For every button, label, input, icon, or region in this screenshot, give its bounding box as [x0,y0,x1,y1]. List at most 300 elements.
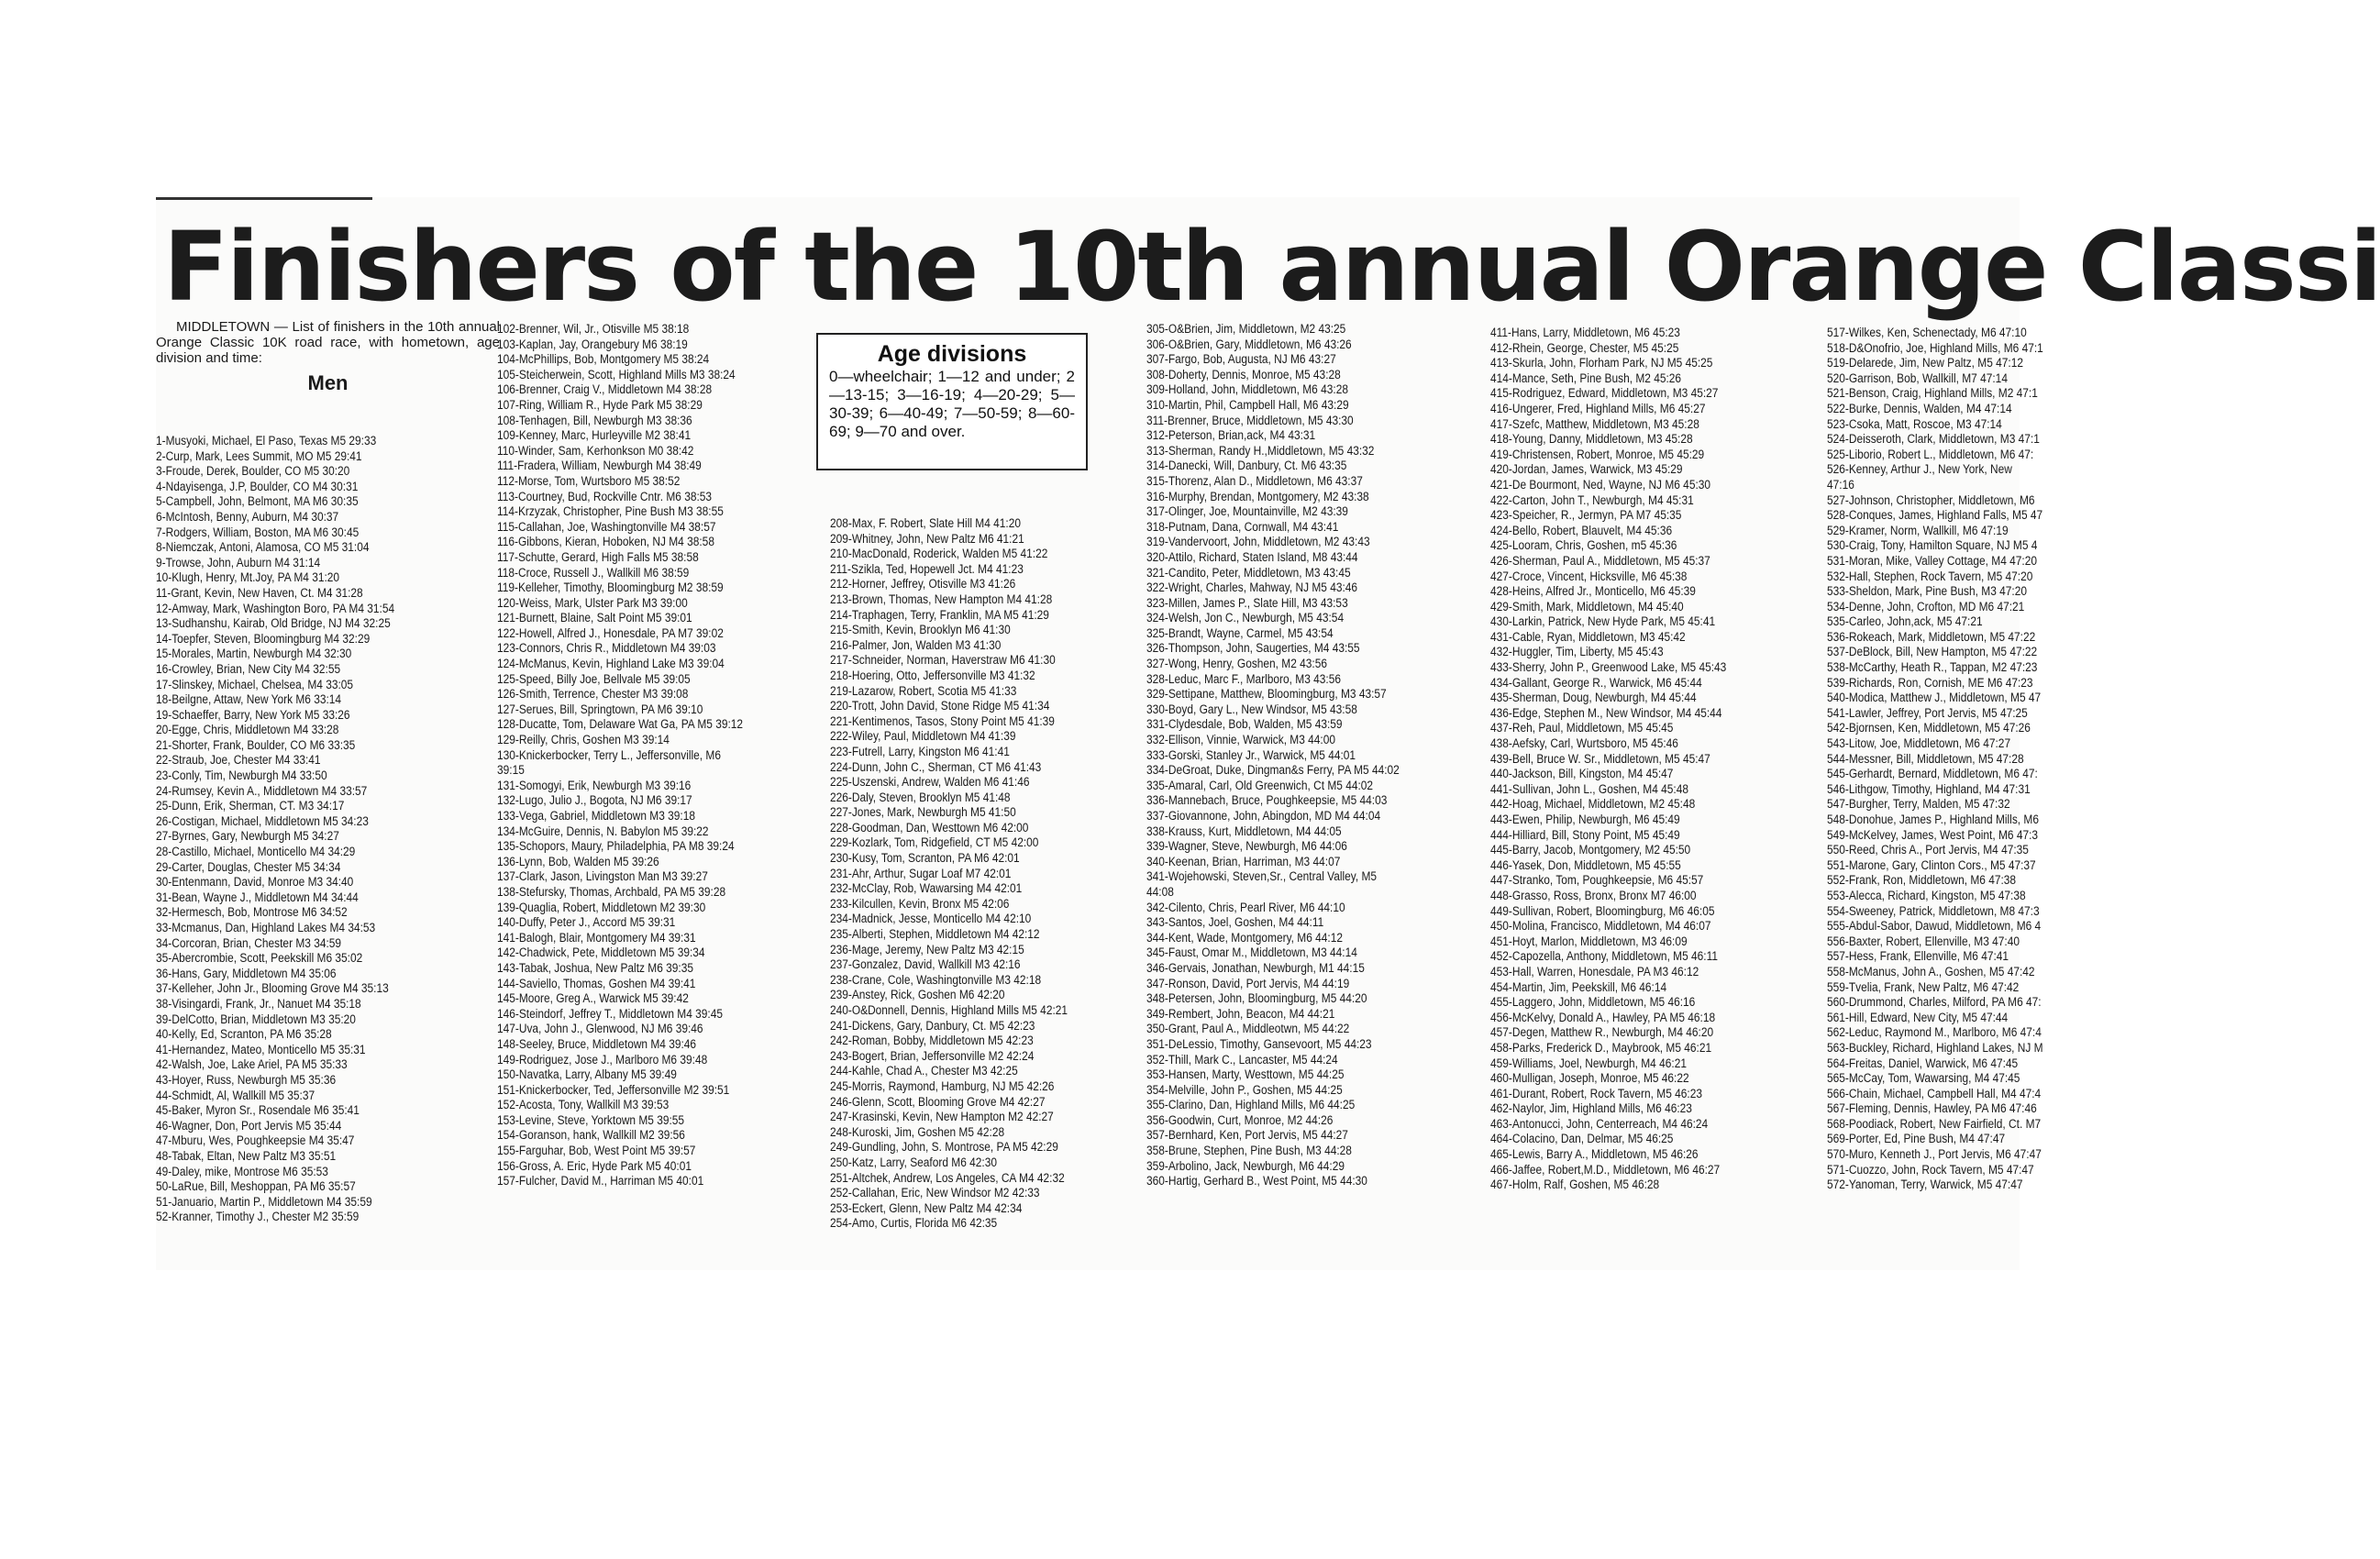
finisher-line: 110-Winder, Sam, Kerhonkson M0 38:42 [497,443,694,459]
finisher-line: 544-Messner, Bill, Middletown, M5 47:28 [1827,751,2024,767]
finisher-line: 6-McIntosh, Benny, Auburn, M4 30:37 [156,509,339,525]
finisher-line: 14-Toepfer, Steven, Bloomingburg M4 32:29 [156,631,371,647]
finisher-line: 124-McManus, Kevin, Highland Lake M3 39:04 [497,657,725,672]
results-column-3 [830,516,1068,1232]
finisher-line: 47:16 [1827,477,1854,492]
finisher-line: 250-Katz, Larry, Seaford M6 42:30 [830,1155,997,1170]
finisher-line: 351-DeLessio, Timothy, Gansevoort, M5 44:23 [1146,1036,1372,1052]
finisher-line: 423-Speicher, R., Jermyn, PA M7 45:35 [1490,508,1682,524]
finisher-line: 348-Petersen, John, Bloomingburg, M5 44:20 [1146,991,1367,1007]
finisher-line: 418-Young, Danny, Middletown, M3 45:28 [1490,432,1693,448]
finisher-line: 216-Palmer, Jon, Walden M3 41:30 [830,637,1002,653]
finisher-line: 564-Freitas, Daniel, Warwick, M6 47:45 [1827,1056,2019,1071]
finisher-line: 425-Looram, Chris, Goshen, m5 45:36 [1490,538,1677,554]
finisher-line: 345-Faust, Omar M., Middletown, M3 44:14 [1146,945,1357,961]
finisher-line: 131-Somogyi, Erik, Newburgh M3 39:16 [497,778,692,793]
finisher-line: 437-Reh, Paul, Middletown, M5 45:45 [1490,721,1674,736]
finisher-line: 443-Ewen, Philip, Newburgh, M6 45:49 [1490,813,1680,827]
finisher-line: 569-Porter, Ed, Pine Bush, M4 47:47 [1827,1132,2006,1147]
finisher-line: 460-Mulligan, Joseph, Monroe, M5 46:22 [1490,1071,1689,1087]
finisher-line: 538-McCarthy, Heath R., Tappan, M2 47:23 [1827,660,2038,676]
finisher-line: 113-Courtney, Bud, Rockville Cntr. M6 38:53 [497,489,713,504]
finisher-line: 552-Frank, Ron, Middletown, M6 47:38 [1827,873,2017,889]
finisher-line: 245-Morris, Raymond, Hamburg, NJ M5 42:26 [830,1078,1055,1094]
finisher-line: 547-Burgher, Terry, Malden, M5 47:32 [1827,797,2010,813]
finisher-line: 565-McCay, Tom, Wawarsing, M4 47:45 [1827,1071,2020,1087]
finisher-line: 529-Kramer, Norm, Wallkill, M6 47:19 [1827,523,2009,538]
finisher-line: 307-Fargo, Bob, Augusta, NJ M6 43:27 [1146,352,1336,368]
finisher-line: 46-Wagner, Don, Port Jervis M5 35:44 [156,1118,342,1133]
finisher-line: 111-Fradera, William, Newburgh M4 38:49 [497,459,702,474]
finisher-line: 228-Goodman, Dan, Westtown M6 42:00 [830,820,1029,835]
finisher-line: 117-Schutte, Gerard, High Falls M5 38:58 [497,549,699,565]
finisher-line: 358-Brune, Stephen, Pine Bush, M3 44:28 [1146,1144,1352,1159]
finisher-line: 331-Clydesdale, Bob, Walden, M5 43:59 [1146,717,1343,733]
finisher-line: 342-Cilento, Chris, Pearl River, M6 44:10 [1146,900,1345,915]
finisher-line: 315-Thorenz, Alan D., Middletown, M6 43:37 [1146,473,1363,489]
finisher-line: 350-Grant, Paul A., Middleotwn, M5 44:22 [1146,1022,1350,1037]
finisher-line: 252-Callahan, Eric, New Windsor M2 42:33 [830,1186,1040,1201]
finisher-line: 535-Carleo, John,ack, M5 47:21 [1827,614,1983,630]
finisher-line: 337-Giovannone, John, Abingdon, MD M4 44:04 [1146,809,1381,824]
finisher-line: 451-Hoyt, Marlon, Middletown, M3 46:09 [1490,934,1688,949]
finisher-line: 427-Croce, Vincent, Hicksville, M6 45:38 [1490,569,1688,584]
finisher-line: 152-Acosta, Tony, Wallkill M3 39:53 [497,1098,670,1113]
finisher-line: 211-Szikla, Ted, Hopewell Jct. M4 41:23 [830,561,1024,577]
finisher-line: 44:08 [1146,884,1174,900]
finisher-line: 137-Clark, Jason, Livingston Man M3 39:27 [497,869,708,885]
finisher-line: 536-Rokeach, Mark, Middletown, M5 47:22 [1827,629,2036,645]
finisher-line: 15-Morales, Martin, Newburgh M4 32:30 [156,647,352,662]
finisher-line: 540-Modica, Matthew J., Middletown, M5 47 [1827,691,2042,706]
finisher-line: 5-Campbell, John, Belmont, MA M6 30:35 [156,494,359,510]
finisher-line: 426-Sherman, Paul A., Middletown, M5 45:37 [1490,553,1710,569]
finisher-line: 12-Amway, Mark, Washington Boro, PA M4 31:54 [156,601,395,616]
finisher-line: 27-Byrnes, Gary, Newburgh M5 34:27 [156,829,339,845]
finisher-line: 234-Madnick, Jesse, Monticello M4 42:10 [830,912,1032,927]
finisher-line: 553-Alecca, Richard, Kingston, M5 47:38 [1827,888,2026,903]
finisher-line: 305-O&Brien, Jim, Middletown, M2 43:25 [1146,322,1346,337]
finisher-line: 455-Laggero, John, Middletown, M5 46:16 [1490,995,1696,1011]
finisher-line: 243-Bogert, Brian, Jeffersonville M2 42:24 [830,1048,1035,1064]
finisher-line: 539-Richards, Ron, Cornish, ME M6 47:23 [1827,675,2033,691]
finisher-line: 221-Kentimenos, Tasos, Stony Point M5 41:39 [830,713,1055,729]
finisher-line: 428-Heins, Alfred Jr., Monticello, M6 45:39 [1490,584,1696,600]
finisher-line: 247-Krasinski, Kevin, New Hampton M2 42:27 [830,1110,1054,1125]
finisher-line: 48-Tabak, Eltan, New Paltz M3 35:51 [156,1148,337,1164]
finisher-line: 441-Sullivan, John L., Goshen, M4 45:48 [1490,781,1688,797]
finisher-line: 559-Tvelia, Frank, New Paltz, M6 47:42 [1827,979,2020,995]
finisher-line: 447-Stranko, Tom, Poughkeepsie, M6 45:57 [1490,873,1704,889]
finisher-line: 448-Grasso, Ross, Bronx, Bronx M7 46:00 [1490,888,1697,903]
finisher-line: 431-Cable, Ryan, Middletown, M3 45:42 [1490,629,1686,645]
results-column-1 [156,434,394,1225]
finisher-line: 566-Chain, Michael, Campbell Hall, M4 47:4 [1827,1086,2042,1101]
finisher-line: 323-Millen, James P., Slate Hill, M3 43:53 [1146,595,1348,611]
finisher-line: 457-Degen, Matthew R., Newburgh, M4 46:20 [1490,1025,1714,1041]
finisher-line: 341-Wojehowski, Steven,Sr., Central Valley, M5 [1146,869,1378,885]
finisher-line: 128-Ducatte, Tom, Delaware Wat Ga, PA M5 39:12 [497,717,744,733]
finisher-line: 215-Smith, Kevin, Brooklyn M6 41:30 [830,623,1011,638]
finisher-line: 316-Murphy, Brendan, Montgomery, M2 43:38 [1146,489,1369,504]
finisher-line: 413-Skurla, John, Florham Park, NJ M5 45:25 [1490,356,1713,371]
finisher-line: 246-Glenn, Scott, Blooming Grove M4 42:27 [830,1094,1046,1110]
finisher-line: 19-Schaeffer, Barry, New York M5 33:26 [156,707,350,723]
finisher-line: 549-McKelvey, James, West Point, M6 47:3 [1827,827,2039,843]
finisher-line: 123-Connors, Chris R., Middletown M4 39:03 [497,641,716,657]
finisher-line: 412-Rhein, George, Chester, M5 45:25 [1490,340,1679,356]
finisher-line: 556-Baxter, Robert, Ellenville, M3 47:40 [1827,934,2020,949]
finisher-line: 104-McPhillips, Bob, Montgomery M5 38:24 [497,352,710,368]
finisher-line: 244-Kahle, Chad A., Chester M3 42:25 [830,1064,1018,1079]
finisher-line: 438-Aefsky, Carl, Wurtsboro, M5 45:46 [1490,736,1678,752]
finisher-line: 548-Donohue, James P., Highland Mills, M6 [1827,813,2039,827]
finisher-line: 349-Rembert, John, Beacon, M4 44:21 [1146,1006,1335,1022]
finisher-line: 222-Wiley, Paul, Middletown M4 41:39 [830,729,1016,745]
finisher-line: 119-Kelleher, Timothy, Bloomingburg M2 38:59 [497,580,724,596]
finisher-line: 335-Amaral, Carl, Old Greenwich, Ct M5 44:02 [1146,778,1374,793]
finisher-line: 534-Denne, John, Crofton, MD M6 47:21 [1827,599,2025,614]
finisher-line: 3-Froude, Derek, Boulder, CO M5 30:20 [156,464,350,480]
finisher-line: 10-Klugh, Henry, Mt.Joy, PA M4 31:20 [156,570,340,586]
finisher-line: 230-Kusy, Tom, Scranton, PA M6 42:01 [830,851,1020,867]
finisher-line: 340-Keenan, Brian, Harriman, M3 44:07 [1146,854,1341,869]
finisher-line: 248-Kuroski, Jim, Goshen M5 42:28 [830,1124,1005,1140]
finisher-line: 45-Baker, Myron Sr., Rosendale M6 35:41 [156,1103,360,1119]
finisher-line: 237-Gonzalez, David, Wallkill M3 42:16 [830,957,1021,973]
finisher-line: 542-Bjornsen, Ken, Middletown, M5 47:26 [1827,721,2031,736]
finisher-line: 352-Thill, Mark C., Lancaster, M5 44:24 [1146,1052,1338,1067]
finisher-line: 442-Hoag, Michael, Middletown, M2 45:48 [1490,797,1696,813]
finisher-line: 50-LaRue, Bill, Meshoppan, PA M6 35:57 [156,1179,356,1195]
finisher-line: 39:15 [497,763,525,779]
finisher-line: 322-Wright, Charles, Mahway, NJ M5 43:46 [1146,580,1358,596]
finisher-line: 115-Callahan, Joe, Washingtonville M4 38:57 [497,519,716,535]
finisher-line: 419-Christensen, Robert, Monroe, M5 45:29 [1490,447,1705,462]
finisher-line: 452-Capozella, Anthony, Middletown, M5 46:11 [1490,949,1718,965]
finisher-line: 144-Saviello, Thomas, Goshen M4 39:41 [497,976,696,991]
finisher-line: 333-Gorski, Stanley Jr., Warwick, M5 44:01 [1146,747,1356,763]
finisher-line: 523-Csoka, Matt, Roscoe, M3 47:14 [1827,416,2002,432]
finisher-line: 28-Castillo, Michael, Monticello M4 34:29 [156,845,356,860]
finisher-line: 235-Alberti, Stephen, Middletown M4 42:12 [830,927,1040,943]
finisher-line: 156-Gross, A. Eric, Hyde Park M5 40:01 [497,1158,692,1174]
finisher-line: 459-Williams, Joel, Newburgh, M4 46:21 [1490,1056,1687,1071]
finisher-line: 517-Wilkes, Ken, Schenectady, M6 47:10 [1827,326,2027,340]
finisher-line: 563-Buckley, Richard, Highland Lakes, NJ M [1827,1040,2043,1056]
finisher-line: 355-Clarino, Dan, Highland Mills, M6 44:25 [1146,1098,1356,1113]
finisher-line: 520-Garrison, Bob, Wallkill, M7 47:14 [1827,370,2008,386]
finisher-line: 147-Uva, John J., Glenwood, NJ M6 39:46 [497,1022,703,1037]
finisher-line: 236-Mage, Jeremy, New Paltz M3 42:15 [830,942,1024,957]
finisher-line: 118-Croce, Russell J., Wallkill M6 38:59 [497,565,690,580]
finisher-line: 347-Ronson, David, Port Jervis, M4 44:19 [1146,976,1350,991]
finisher-line: 519-Delarede, Jim, New Paltz, M5 47:12 [1827,356,2023,371]
finisher-line: 249-Gundling, John, S. Montrose, PA M5 42:29 [830,1140,1058,1155]
finisher-line: 561-Hill, Edward, New City, M5 47:44 [1827,1010,2009,1025]
finisher-line: 567-Fleming, Dennis, Hawley, PA M6 47:46 [1827,1101,2037,1117]
finisher-line: 231-Ahr, Arthur, Sugar Loaf M7 42:01 [830,866,1012,881]
age-divisions-title: Age divisions [877,341,1027,367]
finisher-line: 139-Quaglia, Robert, Middletown M2 39:30 [497,900,706,915]
finisher-line: 330-Boyd, Gary L., New Windsor, M5 43:58 [1146,702,1357,717]
finisher-line: 545-Gerhardt, Bernard, Middletown, M6 47: [1827,767,2038,782]
finisher-line: 446-Yasek, Don, Middletown, M5 45:55 [1490,857,1681,873]
finisher-line: 37-Kelleher, John Jr., Blooming Grove M4 35:13 [156,981,389,997]
finisher-line: 458-Parks, Frederick D., Maybrook, M5 46:21 [1490,1040,1712,1056]
finisher-line: 537-DeBlock, Bill, New Hampton, M5 47:22 [1827,645,2038,660]
finisher-line: 449-Sullivan, Robert, Bloomingburg, M6 46:05 [1490,903,1715,919]
finisher-line: 155-Farguhar, Bob, West Point M5 39:57 [497,1144,696,1159]
finisher-line: 359-Arbolino, Jack, Newburgh, M6 44:29 [1146,1158,1345,1174]
finisher-line: 433-Sherry, John P., Greenwood Lake, M5 45:43 [1490,660,1727,676]
finisher-line: 320-Attilo, Richard, Staten Island, M8 43:44 [1146,549,1358,565]
finisher-line: 417-Szefc, Matthew, Middletown, M3 45:28 [1490,416,1699,432]
results-column-4 [1146,322,1400,1189]
finisher-line: 42-Walsh, Joe, Lake Ariel, PA M5 35:33 [156,1057,348,1073]
finisher-line: 218-Hoering, Otto, Jeffersonville M3 41:32 [830,668,1035,683]
finisher-line: 528-Conques, James, Highland Falls, M5 47 [1827,508,2043,524]
finisher-line: 310-Martin, Phil, Campbell Hall, M6 43:29 [1146,397,1349,413]
finisher-line: 47-Mburu, Wes, Poughkeepsie M4 35:47 [156,1133,355,1149]
finisher-line: 319-Vandervoort, John, Middletown, M2 43:43 [1146,535,1370,550]
finisher-line: 532-Hall, Stephen, Rock Tavern, M5 47:20 [1827,569,2033,584]
finisher-line: 34-Corcoran, Brian, Chester M3 34:59 [156,935,342,951]
finisher-line: 143-Tabak, Joshua, New Paltz M6 39:35 [497,960,693,976]
finisher-line: 318-Putnam, Dana, Cornwall, M4 43:41 [1146,519,1339,535]
finisher-line: 572-Yanoman, Terry, Warwick, M5 47:47 [1827,1178,2023,1193]
finisher-line: 20-Egge, Chris, Middletown M4 33:28 [156,723,339,738]
finisher-line: 551-Marone, Gary, Clinton Cors., M5 47:37 [1827,857,2036,873]
finisher-line: 357-Bernhard, Ken, Port Jervis, M5 44:27 [1146,1128,1348,1144]
finisher-line: 227-Jones, Mark, Newburgh M5 41:50 [830,805,1016,821]
finisher-line: 530-Craig, Tony, Hamilton Square, NJ M5 4 [1827,538,2038,554]
finisher-line: 324-Welsh, Jon C., Newburgh, M5 43:54 [1146,611,1345,626]
finisher-line: 440-Jackson, Bill, Kingston, M4 45:47 [1490,767,1674,782]
finisher-line: 527-Johnson, Christopher, Middletown, M6 [1827,492,2035,508]
finisher-line: 344-Kent, Wade, Montgomery, M6 44:12 [1146,930,1343,945]
finisher-line: 49-Daley, mike, Montrose M6 35:53 [156,1164,328,1179]
finisher-line: 52-Kranner, Timothy J., Chester M2 35:59 [156,1210,360,1225]
finisher-line: 518-D&Onofrio, Joe, Highland Mills, M6 47:1 [1827,340,2043,356]
finisher-line: 39-DelCotto, Brian, Middletown M3 35:20 [156,1012,356,1027]
finisher-line: 550-Reed, Chris A., Port Jervis, M4 47:35 [1827,843,2029,858]
top-rule [156,197,372,200]
finisher-line: 32-Hermesch, Bob, Montrose M6 34:52 [156,905,348,921]
finisher-line: 526-Kenney, Arthur J., New York, New [1827,462,2012,478]
finisher-line: 38-Visingardi, Frank, Jr., Nanuet M4 35:18 [156,996,361,1012]
finisher-line: 16-Crowley, Brian, New City M4 32:55 [156,661,341,677]
finisher-line: 224-Dunn, John C., Sherman, CT M6 41:43 [830,759,1042,775]
finisher-line: 546-Lithgow, Timothy, Highland, M4 47:31 [1827,781,2031,797]
finisher-line: 570-Muro, Kenneth J., Port Jervis, M6 47:47 [1827,1147,2042,1163]
finisher-line: 51-Januario, Martin P., Middletown M4 35:59 [156,1194,372,1210]
finisher-line: 541-Lawler, Jeffrey, Port Jervis, M5 47:25 [1827,705,2028,721]
finisher-line: 122-Howell, Alfred J., Honesdale, PA M7 39:02 [497,625,724,641]
finisher-line: 4-Ndayisenga, J.P, Boulder, CO M4 30:31 [156,479,359,494]
finisher-line: 114-Krzyzak, Christopher, Pine Bush M3 38:55 [497,504,724,520]
finisher-line: 414-Mance, Seth, Pine Bush, M2 45:26 [1490,370,1682,386]
finisher-line: 208-Max, F. Robert, Slate Hill M4 41:20 [830,516,1021,531]
finisher-line: 445-Barry, Jacob, Montgomery, M2 45:50 [1490,843,1691,858]
finisher-line: 467-Holm, Ralf, Goshen, M5 46:28 [1490,1178,1660,1193]
intro-block [156,319,500,397]
finisher-line: 1-Musyoki, Michael, El Paso, Texas M5 29:33 [156,434,377,448]
finisher-line: 415-Rodriguez, Edward, Middletown, M3 45:27 [1490,386,1719,402]
finisher-line: 151-Knickerbocker, Ted, Jeffersonville M2 39:51 [497,1082,730,1098]
finisher-line: 129-Reilly, Chris, Goshen M3 39:14 [497,733,670,748]
finisher-line: 7-Rodgers, William, Boston, MA M6 30:45 [156,525,360,540]
finisher-line: 421-De Bourmont, Ned, Wayne, NJ M6 45:30 [1490,477,1711,492]
finisher-line: 120-Weiss, Mark, Ulster Park M3 39:00 [497,595,688,611]
finisher-line: 429-Smith, Mark, Middletown, M4 45:40 [1490,599,1684,614]
finisher-line: 326-Thompson, John, Saugerties, M4 43:55 [1146,641,1360,657]
finisher-line: 109-Kenney, Marc, Hurleyville M2 38:41 [497,428,692,444]
finisher-line: 432-Huggler, Tim, Liberty, M5 45:43 [1490,645,1664,660]
finisher-line: 571-Cuozzo, John, Rock Tavern, M5 47:47 [1827,1162,2034,1178]
finisher-line: 232-McClay, Rob, Wawarsing M4 42:01 [830,881,1023,897]
finisher-line: 13-Sudhanshu, Kairab, Old Bridge, NJ M4 32:25 [156,616,391,632]
men-heading: Men [307,371,349,394]
finisher-line: 254-Amo, Curtis, Florida M6 42:35 [830,1216,998,1232]
finisher-line: 521-Benson, Craig, Highland Mills, M2 47:1 [1827,386,2038,402]
finisher-line: 461-Durant, Robert, Rock Tavern, M5 46:23 [1490,1086,1702,1101]
finisher-line: 134-McGuire, Dennis, N. Babylon M5 39:22 [497,824,709,839]
finisher-line: 212-Horner, Jeffrey, Otisville M3 41:26 [830,577,1016,592]
finisher-line: 444-Hilliard, Bill, Stony Point, M5 45:49 [1490,827,1680,843]
finisher-line: 214-Traphagen, Terry, Franklin, MA M5 41:29 [830,607,1049,623]
finisher-line: 36-Hans, Gary, Middletown M4 35:06 [156,966,337,981]
finisher-line: 343-Santos, Joel, Goshen, M4 44:11 [1146,915,1324,931]
finisher-line: 22-Straub, Joe, Chester M4 33:41 [156,753,321,768]
finisher-line: 146-Steindorf, Jeffrey T., Middletown M4 39:45 [497,1006,724,1022]
headline: Finishers of the 10th annual Orange Classi [163,211,2380,323]
finisher-line: 141-Balogh, Blair, Montgomery M4 39:31 [497,930,696,945]
finisher-line: 121-Burnett, Blaine, Salt Point M5 39:01 [497,611,692,626]
finisher-line: 25-Dunn, Erik, Sherman, CT. M3 34:17 [156,799,345,814]
finisher-line: 424-Bello, Robert, Blauvelt, M4 45:36 [1490,523,1673,538]
finisher-line: 23-Conly, Tim, Newburgh M4 33:50 [156,768,327,784]
finisher-line: 439-Bell, Bruce W. Sr., Middletown, M5 45:47 [1490,751,1710,767]
results-column-6 [1827,326,2043,1193]
finisher-line: 44-Schmidt, Al, Wallkill M5 35:37 [156,1088,315,1103]
finisher-line: 138-Stefursky, Thomas, Archbald, PA M5 39:28 [497,884,726,900]
finisher-line: 125-Speed, Billy Joe, Bellvale M5 39:05 [497,671,691,687]
finisher-line: 338-Krauss, Kurt, Middletown, M4 44:05 [1146,824,1342,839]
finisher-line: 33-Mcmanus, Dan, Highland Lakes M4 34:53 [156,921,376,935]
finisher-line: 29-Carter, Douglas, Chester M5 34:34 [156,859,341,875]
finisher-line: 213-Brown, Thomas, New Hampton M4 41:28 [830,592,1053,607]
finisher-line: 453-Hall, Warren, Honesdale, PA M3 46:12 [1490,964,1699,979]
finisher-line: 557-Hess, Frank, Ellenville, M6 47:41 [1827,949,2009,965]
finisher-line: 9-Trowse, John, Auburn M4 31:14 [156,555,321,570]
finisher-line: 308-Doherty, Dennis, Monroe, M5 43:28 [1146,367,1341,382]
finisher-line: 150-Navatka, Larry, Albany M5 39:49 [497,1067,677,1083]
finisher-line: 31-Bean, Wayne J., Middletown M4 34:44 [156,890,359,905]
finisher-line: 106-Brenner, Craig V., Middletown M4 38:28 [497,382,713,398]
finisher-line: 41-Hernandez, Mateo, Monticello M5 35:31 [156,1042,366,1057]
finisher-line: 225-Uszenski, Andrew, Walden M6 41:46 [830,775,1030,791]
intro-text: MIDDLETOWN — List of finishers in the 10th annual Orange Classic 10K road race, with hometown, age division and time: [156,319,500,366]
results-column-5 [1490,326,1726,1193]
finisher-line: 411-Hans, Larry, Middletown, M6 45:23 [1490,326,1680,340]
finisher-line: 568-Poodiack, Robert, New Fairfield, Ct. M7 [1827,1116,2042,1132]
finisher-line: 466-Jaffee, Robert,M.D., Middletown, M6 46:27 [1490,1162,1721,1178]
finisher-line: 354-Melville, John P., Goshen, M5 44:25 [1146,1082,1343,1098]
finisher-line: 102-Brenner, Wil, Jr., Otisville M5 38:18 [497,322,690,337]
finisher-line: 130-Knickerbocker, Terry L., Jeffersonville, M6 [497,747,721,763]
finisher-line: 217-Schneider, Norman, Haverstraw M6 41:30 [830,653,1056,669]
finisher-line: 416-Ungerer, Fred, Highland Mills, M6 45:27 [1490,401,1706,416]
finisher-line: 154-Goranson, hank, Wallkill M2 39:56 [497,1128,685,1144]
finisher-line: 112-Morse, Tom, Wurtsboro M5 38:52 [497,473,681,489]
finisher-line: 360-Hartig, Gerhard B., West Point, M5 44:30 [1146,1174,1367,1189]
finisher-line: 531-Moran, Mike, Valley Cottage, M4 47:20 [1827,553,2037,569]
finisher-line: 522-Burke, Dennis, Walden, M4 47:14 [1827,401,2012,416]
finisher-line: 108-Tenhagen, Bill, Newburgh M3 38:36 [497,413,692,428]
finisher-line: 157-Fulcher, David M., Harriman M5 40:01 [497,1174,704,1189]
finisher-line: 454-Martin, Jim, Peekskill, M6 46:14 [1490,979,1667,995]
finisher-line: 464-Colacino, Dan, Delmar, M5 46:25 [1490,1132,1674,1147]
finisher-line: 239-Anstey, Rick, Goshen M6 42:20 [830,988,1005,1003]
results-column-2 [497,322,743,1189]
finisher-line: 226-Daly, Steven, Brooklyn M5 41:48 [830,790,1011,805]
finisher-line: 332-Ellison, Vinnie, Warwick, M3 44:00 [1146,733,1336,748]
finisher-line: 229-Kozlark, Tom, Ridgefield, CT M5 42:00 [830,835,1039,851]
finisher-line: 456-McKelvy, Donald A., Hawley, PA M5 46:18 [1490,1010,1716,1025]
finisher-line: 8-Niemczak, Antoni, Alamosa, CO M5 31:04 [156,540,370,556]
finisher-line: 562-Leduc, Raymond M., Marlboro, M6 47:4 [1827,1025,2042,1041]
finisher-line: 558-McManus, John A., Goshen, M5 47:42 [1827,964,2035,979]
finisher-line: 434-Gallant, George R., Warwick, M6 45:44 [1490,675,1702,691]
finisher-line: 329-Settipane, Matthew, Bloomingburg, M3 43:57 [1146,687,1387,702]
finisher-line: 132-Lugo, Julio J., Bogota, NJ M6 39:17 [497,793,692,809]
finisher-line: 26-Costigan, Michael, Middletown M5 34:23 [156,813,369,829]
finisher-line: 140-Duffy, Peter J., Accord M5 39:31 [497,915,676,931]
finisher-line: 463-Antonucci, John, Centerreach, M4 46:24 [1490,1116,1709,1132]
finisher-line: 223-Futrell, Larry, Kingston M6 41:41 [830,744,1010,759]
finisher-line: 210-MacDonald, Roderick, Walden M5 41:22 [830,547,1048,562]
finisher-line: 339-Wagner, Steve, Newburgh, M6 44:06 [1146,839,1347,855]
finisher-line: 317-Olinger, Joe, Mountainville, M2 43:39 [1146,504,1348,520]
finisher-line: 2-Curp, Mark, Lees Summit, MO M5 29:41 [156,448,362,464]
finisher-line: 107-Ring, William R., Hyde Park M5 38:29 [497,397,703,413]
finisher-line: 241-Dickens, Gary, Danbury, Ct. M5 42:23 [830,1018,1035,1034]
finisher-line: 30-Entenmann, David, Monroe M3 34:40 [156,875,354,890]
finisher-line: 306-O&Brien, Gary, Middletown, M6 43:26 [1146,337,1352,352]
finisher-line: 309-Holland, John, Middletown, M6 43:28 [1146,382,1348,398]
finisher-line: 420-Jordan, James, Warwick, M3 45:29 [1490,462,1683,478]
finisher-line: 533-Sheldon, Mark, Pine Bush, M3 47:20 [1827,584,2027,600]
finisher-line: 233-Kilcullen, Kevin, Bronx M5 42:06 [830,896,1010,912]
finisher-line: 346-Gervais, Jonathan, Newburgh, M1 44:15 [1146,960,1365,976]
finisher-line: 242-Roman, Bobby, Middletown M5 42:23 [830,1034,1034,1049]
finisher-line: 555-Abdul-Sabor, Dawud, Middletown, M6 4 [1827,919,2042,934]
finisher-line: 328-Leduc, Marc F., Marlboro, M3 43:56 [1146,671,1341,687]
finisher-line: 11-Grant, Kevin, New Haven, Ct. M4 31:28 [156,585,363,601]
finisher-line: 135-Schopors, Maury, Philadelphia, PA M8 39:24 [497,839,735,855]
finisher-line: 21-Shorter, Frank, Boulder, CO M6 33:35 [156,737,356,753]
finisher-line: 312-Peterson, Brian,ack, M4 43:31 [1146,428,1316,444]
finisher-line: 136-Lynn, Bob, Walden M5 39:26 [497,854,659,869]
finisher-line: 145-Moore, Greg A., Warwick M5 39:42 [497,991,689,1007]
finisher-line: 219-Lazarow, Robert, Scotia M5 41:33 [830,683,1017,699]
finisher-line: 17-Slinskey, Michael, Chelsea, M4 33:05 [156,677,354,692]
age-divisions-text: 0—wheelchair; 1—12 and under; 2—13-15; 3—16-19; 4—20-29; 5—30-39; 6—40-49; 7—50-59; 8—60-69; 9—70 and over. [829,368,1075,440]
finisher-line: 525-Liborio, Robert L., Middletown, M6 47: [1827,447,2034,462]
finisher-line: 133-Vega, Gabriel, Middletown M3 39:18 [497,809,695,824]
finisher-line: 126-Smith, Terrence, Chester M3 39:08 [497,687,689,702]
